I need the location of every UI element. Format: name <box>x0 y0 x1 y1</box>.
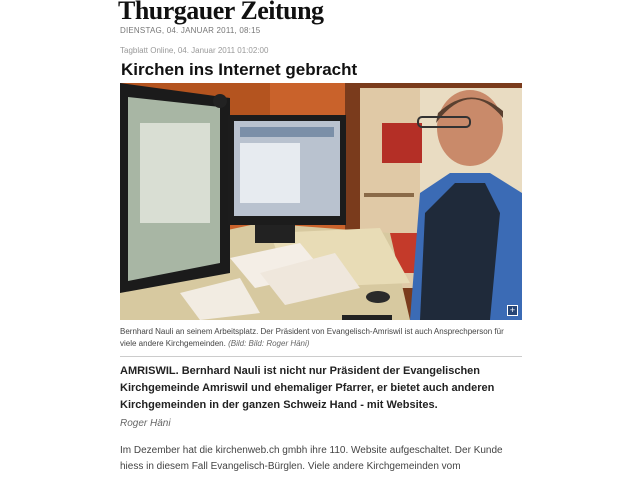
dateline: DIENSTAG, 04. JANUAR 2011, 08:15 <box>120 26 261 35</box>
newspaper-logo[interactable]: Thurgauer Zeitung <box>118 0 324 25</box>
photo-credit: (Bild: Bild: Roger Häni) <box>228 339 310 348</box>
plus-icon[interactable]: + <box>507 305 518 316</box>
photo-illustration <box>120 83 522 320</box>
article-author: Roger Häni <box>120 418 171 429</box>
article-photo[interactable] <box>120 83 522 320</box>
article-headline: Kirchen ins Internet gebracht <box>121 60 358 79</box>
article-source: Tagblatt Online, 04. Januar 2011 01:02:00 <box>120 46 269 55</box>
photo-caption <box>120 326 522 350</box>
divider <box>120 356 522 357</box>
caption-text: Bernhard Nauli an seinem Arbeitsplatz. Der Präsident von Evangelisch-Amriswil ist auch Ansprechperson für viele andere Kirchgemeinden. <box>120 327 504 348</box>
article-body: Im Dezember hat die kirchenweb.ch gmbh ihre 110. Website aufgeschaltet. Der Kunde hiess in diesem Fall Evangelisch-Bürglen. Viele andere Kirchgemeinden vom <box>120 445 503 472</box>
article-lead: AMRISWIL. Bernhard Nauli ist nicht nur Präsident der Evangelischen Kirchgemeinde Amriswil und ehemaliger Pfarrer, er bietet auch anderen Kirchgemeinden in der ganzen Schweiz Hand - mit Websites. <box>120 365 495 411</box>
